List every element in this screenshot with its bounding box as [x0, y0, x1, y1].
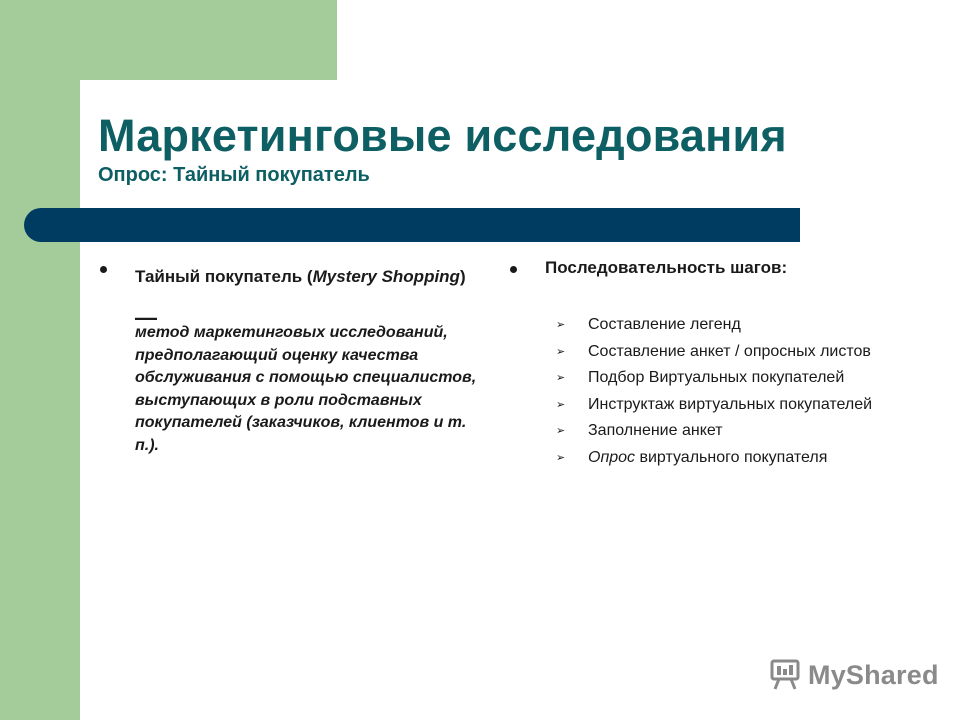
watermark-logo — [768, 655, 939, 695]
top-accent-block — [80, 0, 337, 80]
list-item — [556, 367, 886, 390]
title-divider-bar — [24, 208, 800, 242]
step-label-italic: Опрос — [588, 448, 636, 466]
bullet-dot-icon — [510, 266, 517, 273]
list-item — [556, 314, 886, 337]
list-item — [556, 341, 886, 364]
step-label: Подбор Виртуальных покупателей — [588, 369, 845, 386]
left-heading-close: ) — [459, 267, 466, 286]
watermark-text: MyShared — [808, 659, 939, 690]
definition-text: метод маркетинговых исследований, предполагающий оценку качества обслуживания с помощью специалистов, выступающих в роли подставных покупателей (заказчиков, клиентов и т. п.). — [135, 324, 477, 454]
list-item — [556, 420, 886, 443]
step-label: виртуального покупателя — [635, 448, 828, 466]
step-label: Составление легенд — [588, 316, 741, 333]
steps-list — [556, 314, 886, 473]
left-accent-bar — [0, 0, 80, 720]
right-heading: Последовательность шагов: — [545, 258, 788, 277]
left-heading-italic: Mystery Shopping — [312, 267, 460, 286]
presentation-board-icon — [768, 658, 802, 692]
arrow-bullet-icon: ➢ — [556, 372, 566, 384]
step-label: Заполнение анкет — [588, 422, 723, 439]
bullet-dot-icon — [100, 266, 107, 273]
slide-subtitle: Опрос: Тайный покупатель — [98, 164, 370, 186]
left-heading-text: Тайный покупатель ( — [135, 267, 313, 286]
slide-title: Маркетинговые исследования — [98, 110, 787, 161]
arrow-bullet-icon: ➢ — [556, 451, 566, 464]
arrow-bullet-icon: ➢ — [556, 345, 566, 358]
step-label: Составление анкет / опросных листов — [588, 342, 871, 360]
heading-dash: — — [135, 305, 157, 330]
arrow-bullet-icon: ➢ — [556, 425, 566, 437]
arrow-bullet-icon: ➢ — [556, 319, 566, 331]
arrow-bullet-icon: ➢ — [556, 398, 566, 411]
list-item — [556, 447, 886, 470]
list-item — [556, 394, 886, 417]
step-label: Инструктаж виртуальных покупателей — [588, 395, 873, 413]
